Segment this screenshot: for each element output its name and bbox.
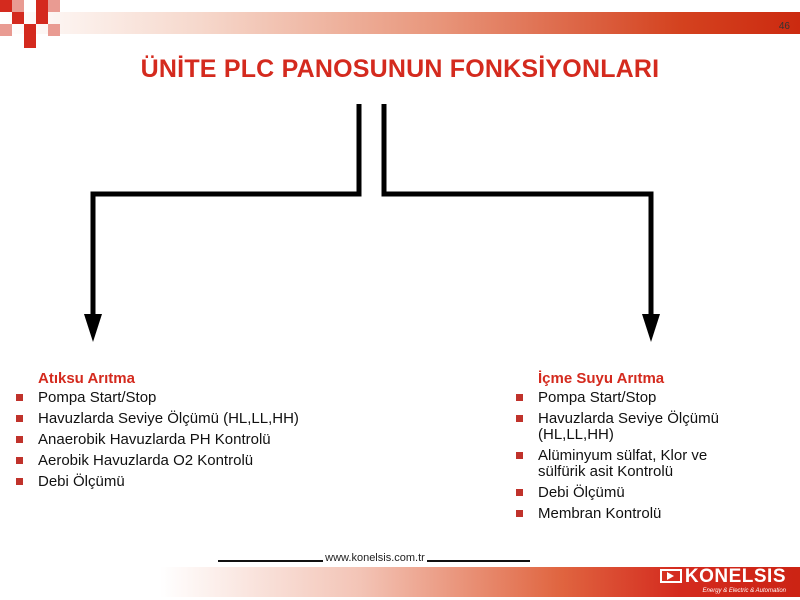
bullet-icon	[16, 457, 23, 464]
brand-name: KONELSIS	[684, 566, 786, 587]
left-branch-line	[93, 104, 359, 318]
list-item: Aerobik Havuzlarda O2 Kontrolü	[8, 453, 368, 469]
bullet-icon	[516, 452, 523, 459]
right-column	[508, 370, 758, 527]
bullet-icon	[516, 415, 523, 422]
bullet-icon	[16, 415, 23, 422]
bullet-icon	[16, 478, 23, 485]
bullet-icon	[516, 489, 523, 496]
right-column-title: İçme Suyu Arıtma	[538, 370, 665, 387]
brand-logo	[660, 566, 786, 595]
page-number: 46	[778, 21, 790, 32]
list-item: Havuzlarda Seviye Ölçümü (HL,LL,HH)	[8, 411, 368, 427]
left-arrowhead	[84, 314, 102, 342]
list-item: Havuzlarda Seviye Ölçümü (HL,LL,HH)	[508, 411, 758, 443]
list-item: Pompa Start/Stop	[8, 390, 368, 406]
left-column	[8, 370, 368, 495]
brand-mark-icon	[660, 569, 682, 583]
bullet-icon	[16, 394, 23, 401]
right-branch-line	[384, 104, 651, 318]
list-item: Debi Ölçümü	[508, 485, 758, 501]
left-column-title: Atıksu Arıtma	[38, 370, 135, 387]
list-item: Anaerobik Havuzlarda PH Kontrolü	[8, 432, 368, 448]
list-item: Pompa Start/Stop	[508, 390, 758, 406]
list-item: Membran Kontrolü	[508, 506, 758, 522]
brand-tagline: Energy & Electric & Automation	[702, 588, 786, 594]
list-item: Alüminyum sülfat, Klor ve sülfürik asit Kontrolü	[508, 448, 758, 480]
footer-url-link[interactable]: www.konelsis.com.tr	[325, 552, 425, 564]
right-arrowhead	[642, 314, 660, 342]
bullet-icon	[16, 436, 23, 443]
list-item: Debi Ölçümü	[8, 474, 368, 490]
bullet-icon	[516, 394, 523, 401]
page-title: ÜNİTE PLC PANOSUNUN FONKSİYONLARI	[140, 55, 660, 83]
bullet-icon	[516, 510, 523, 517]
